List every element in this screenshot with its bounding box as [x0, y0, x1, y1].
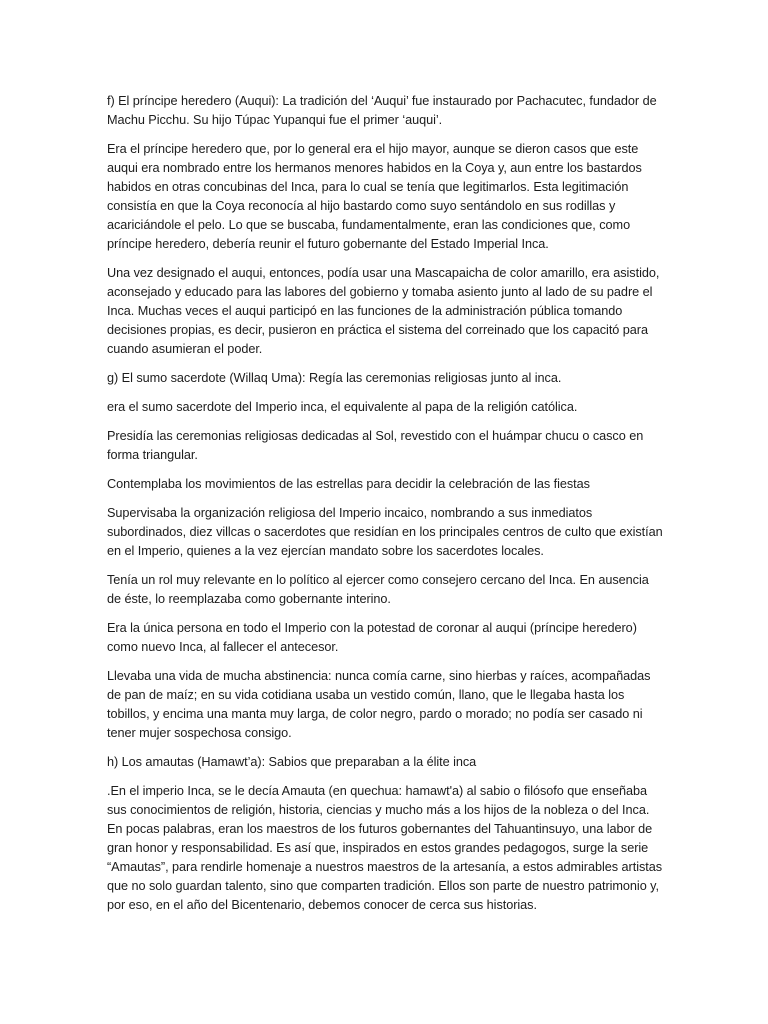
paragraph-willaq-uma-ceremonies: Presidía las ceremonias religiosas dedicadas al Sol, revestido con el huámpar chucu o casco en forma triangular. — [107, 429, 644, 462]
paragraph-amautas-heading: h) Los amautas (Hamawt’a): Sabios que preparaban a la élite inca — [107, 755, 477, 769]
paragraph-willaq-uma-organization: Supervisaba la organización religiosa del Imperio incaico, nombrando a sus inmediatos subordinados, diez villcas o sacerdotes que residían en los principales centros de culto que existían en el Imperio, quienes a la vez ejercían mandato sobre los sacerdotes locales. — [107, 506, 663, 558]
document-page — [107, 92, 663, 925]
paragraph-auqui-description: Era el príncipe heredero que, por lo general era el hijo mayor, aunque se dieron casos que este auqui era nombrado entre los hermanos menores habidos en la Coya y, aun entre los bastardos habidos en otras concubinas del Inca, para lo cual se tenía que legitimarlos. Esta legitimación consistía en que la Coya reconocía al hijo bastardo como suyo sentándolo en sus rodillas y acariciándole el pelo. Lo que se buscaba, fundamentalmente, eran las condiciones que, como príncipe heredero, debería reunir el futuro gobernante del Estado Imperial Inca. — [107, 142, 642, 251]
paragraph-willaq-uma-coronation: Era la única persona en todo el Imperio con la potestad de coronar al auqui (príncipe heredero) como nuevo Inca, al fallecer el antecesor. — [107, 621, 637, 654]
paragraph-willaq-uma-heading: g) El sumo sacerdote (Willaq Uma): Regía las ceremonias religiosas junto al inca. — [107, 371, 562, 385]
paragraph-willaq-uma-role: era el sumo sacerdote del Imperio inca, el equivalente al papa de la religión católica. — [107, 400, 578, 414]
paragraph-willaq-uma-stars: Contemplaba los movimientos de las estrellas para decidir la celebración de las fiestas — [107, 477, 590, 491]
paragraph-willaq-uma-abstinence: Llevaba una vida de mucha abstinencia: nunca comía carne, sino hierbas y raíces, acompañadas de pan de maíz; en su vida cotidiana usaba un vestido común, llano, que le llegaba hasta los tobillos, y encima una manta muy larga, de color negro, pardo o morado; no podía ser casado ni tener mujer sospechosa consigo. — [107, 669, 651, 740]
paragraph-auqui-heading: f) El príncipe heredero (Auqui): La tradición del ‘Auqui’ fue instaurado por Pachacutec, fundador de Machu Picchu. Su hijo Túpac Yupanqui fue el primer ‘auqui’. — [107, 94, 657, 127]
paragraph-auqui-duties: Una vez designado el auqui, entonces, podía usar una Mascapaicha de color amarillo, era asistido, aconsejado y educado para las labores del gobierno y tomaba asiento junto al lado de su padre el Inca. Muchas veces el auqui participó en las funciones de la administración pública tomando decisiones propias, es decir, pusieron en práctica el sistema del correinado que los capacitó para cuando asumieran el poder. — [107, 266, 660, 356]
paragraph-willaq-uma-politics: Tenía un rol muy relevante en lo político al ejercer como consejero cercano del Inca. En ausencia de éste, lo reemplazaba como gobernante interino. — [107, 573, 649, 606]
paragraph-amautas-description: .En el imperio Inca, se le decía Amauta (en quechua: hamawt'a) al sabio o filósofo que enseñaba sus conocimientos de religión, historia, ciencias y mucho más a los hijos de la nobleza o del Inca. En pocas palabras, eran los maestros de los futuros gobernantes del Tahuantinsuyo, una labor de gran honor y responsabilidad. Es así que, inspirados en estos grandes pedagogos, surge la serie “Amautas”, para rendirle homenaje a nuestros maestros de la artesanía, a estos admirables artistas que no solo guardan talento, sino que comparten tradición. Ellos son parte de nuestro patrimonio y, por eso, en el año del Bicentenario, debemos conocer de cerca sus historias. — [107, 784, 663, 912]
